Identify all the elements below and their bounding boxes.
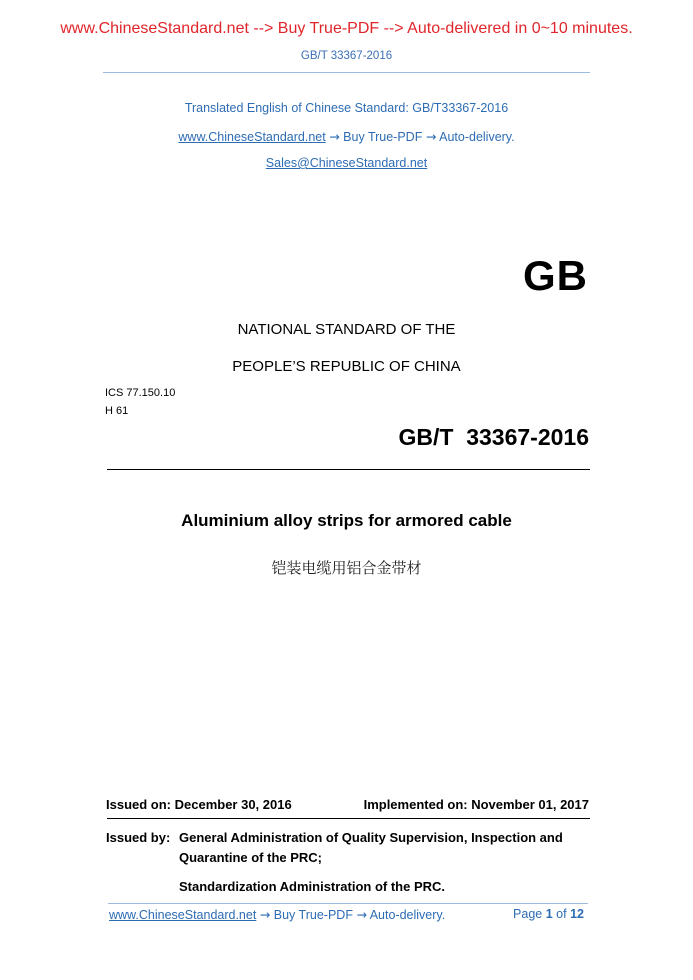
issued-by-label: Issued by: — [106, 830, 171, 845]
footer-delivery-text: Auto-delivery. — [369, 908, 446, 922]
sales-email-link[interactable]: Sales@ChineseStandard.net — [265, 156, 428, 170]
site-link[interactable]: www.ChineseStandard.net — [178, 130, 326, 144]
national-standard-line2: PEOPLE’S REPUBLIC OF CHINA — [232, 358, 461, 375]
implemented-date: Implemented on: November 01, 2017 — [363, 797, 589, 812]
issued-date: Issued on: December 30, 2016 — [106, 797, 292, 812]
arrow-right-icon: → — [329, 129, 340, 144]
dates-row — [106, 797, 589, 812]
document-title-cn: 铠装电缆用铝合金带材 — [271, 559, 422, 577]
national-standard-line1: NATIONAL STANDARD OF THE — [237, 321, 456, 338]
page-indicator — [513, 907, 584, 921]
ccs-code: H 61 — [105, 405, 129, 417]
page-of: of — [556, 907, 567, 921]
standard-code: GB/T 33367-2016 — [398, 424, 589, 450]
issuer-org1-line2: Quarantine of the PRC; — [179, 850, 323, 865]
arrow-right-icon: → — [356, 907, 367, 922]
dates-divider — [107, 818, 590, 819]
auto-delivery-text: Auto-delivery. — [439, 130, 515, 144]
gb-logo: GB — [523, 252, 588, 299]
footer — [109, 907, 584, 922]
page-label: Page — [513, 907, 543, 921]
ics-code: ICS 77.150.10 — [105, 387, 176, 399]
footer-buy-text: Buy True-PDF — [273, 908, 353, 922]
email-row — [0, 156, 693, 170]
arrow-right-icon: → — [425, 129, 437, 144]
translation-note: Translated English of Chinese Standard: GB/T33367-2016 — [184, 101, 509, 115]
top-banner[interactable]: www.ChineseStandard.net --> Buy True-PDF --> Auto-delivered in 0~10 minutes. — [60, 20, 633, 37]
header-divider — [103, 72, 590, 73]
issuer-org1-line1: General Administration of Quality Supervision, Inspection and — [179, 830, 563, 845]
arrow-right-icon: → — [259, 907, 271, 922]
issuer-org2: Standardization Administration of the PRC. — [179, 879, 446, 894]
buy-pdf-text: Buy True-PDF — [343, 130, 423, 144]
header-standard-code: GB/T 33367-2016 — [300, 50, 393, 62]
page-total: 12 — [570, 907, 584, 921]
document-title-en: Aluminium alloy strips for armored cable — [181, 511, 512, 530]
title-divider — [107, 469, 590, 470]
translation-links — [0, 129, 693, 144]
footer-site-link[interactable]: www.ChineseStandard.net — [109, 908, 257, 922]
footer-divider — [108, 903, 588, 904]
page-current: 1 — [545, 907, 553, 921]
